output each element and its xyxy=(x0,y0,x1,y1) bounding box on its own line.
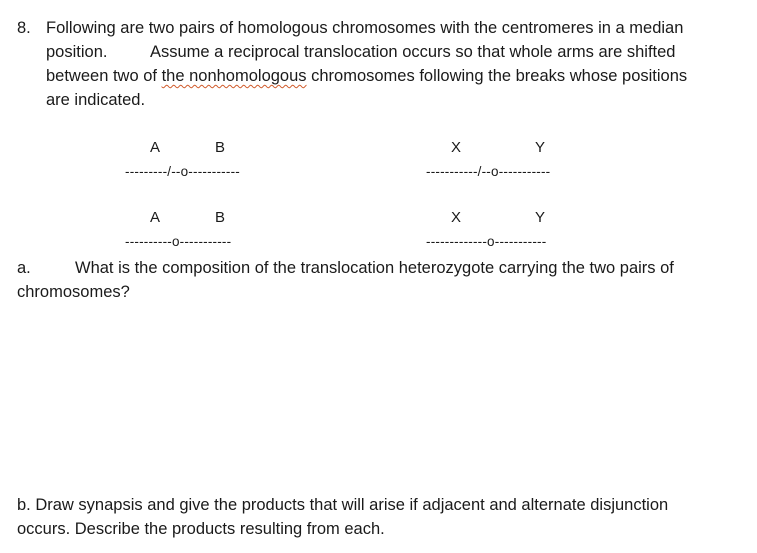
chromosome-AB-bottom-line: ----------o----------- xyxy=(125,234,232,249)
question-number: 8. xyxy=(17,19,31,37)
chromosome-label-A-bottom: A xyxy=(150,209,161,226)
chromosome-label-B-bottom: B xyxy=(215,209,226,226)
question-text-line-1: Following are two pairs of homologous chromosomes with the centromeres in a median xyxy=(46,19,684,37)
question-text-line-3-post: chromosomes following the breaks whose positions xyxy=(306,67,688,85)
question-text-line-3 xyxy=(46,67,687,86)
question-text-line-3-pre: between two of xyxy=(46,67,162,85)
chromosome-label-X-bottom: X xyxy=(451,209,462,226)
part-a-text-line-2: chromosomes? xyxy=(17,283,130,301)
question-text-line-2b: Assume a reciprocal translocation occurs so that whole arms are shifted xyxy=(150,43,676,61)
chromosome-AB-top-line: ---------/--o----------- xyxy=(125,164,240,179)
chromosome-label-B-top: B xyxy=(215,139,226,156)
part-a-text-line-1: What is the composition of the translocation heterozygote carrying the two pairs of xyxy=(75,259,674,277)
chromosome-label-X-top: X xyxy=(451,139,462,156)
chromosome-label-A-top: A xyxy=(150,139,161,156)
part-b-text-line-1: b. Draw synapsis and give the products that will arise if adjacent and alternate disjunction xyxy=(17,496,669,514)
chromosome-XY-top-line: -----------/--o----------- xyxy=(426,164,551,179)
part-a-label: a. xyxy=(17,259,31,277)
chromosome-label-Y-top: Y xyxy=(535,139,546,156)
question-text-line-2a: position. xyxy=(46,43,108,61)
chromosome-label-Y-bottom: Y xyxy=(535,209,546,226)
spellcheck-underlined-text: the nonhomologous xyxy=(161,67,307,85)
part-b-text-line-2: occurs. Describe the products resulting from each. xyxy=(17,520,385,538)
question-text-line-4: are indicated. xyxy=(46,91,146,109)
chromosome-XY-bottom-line: -------------o----------- xyxy=(426,234,547,249)
